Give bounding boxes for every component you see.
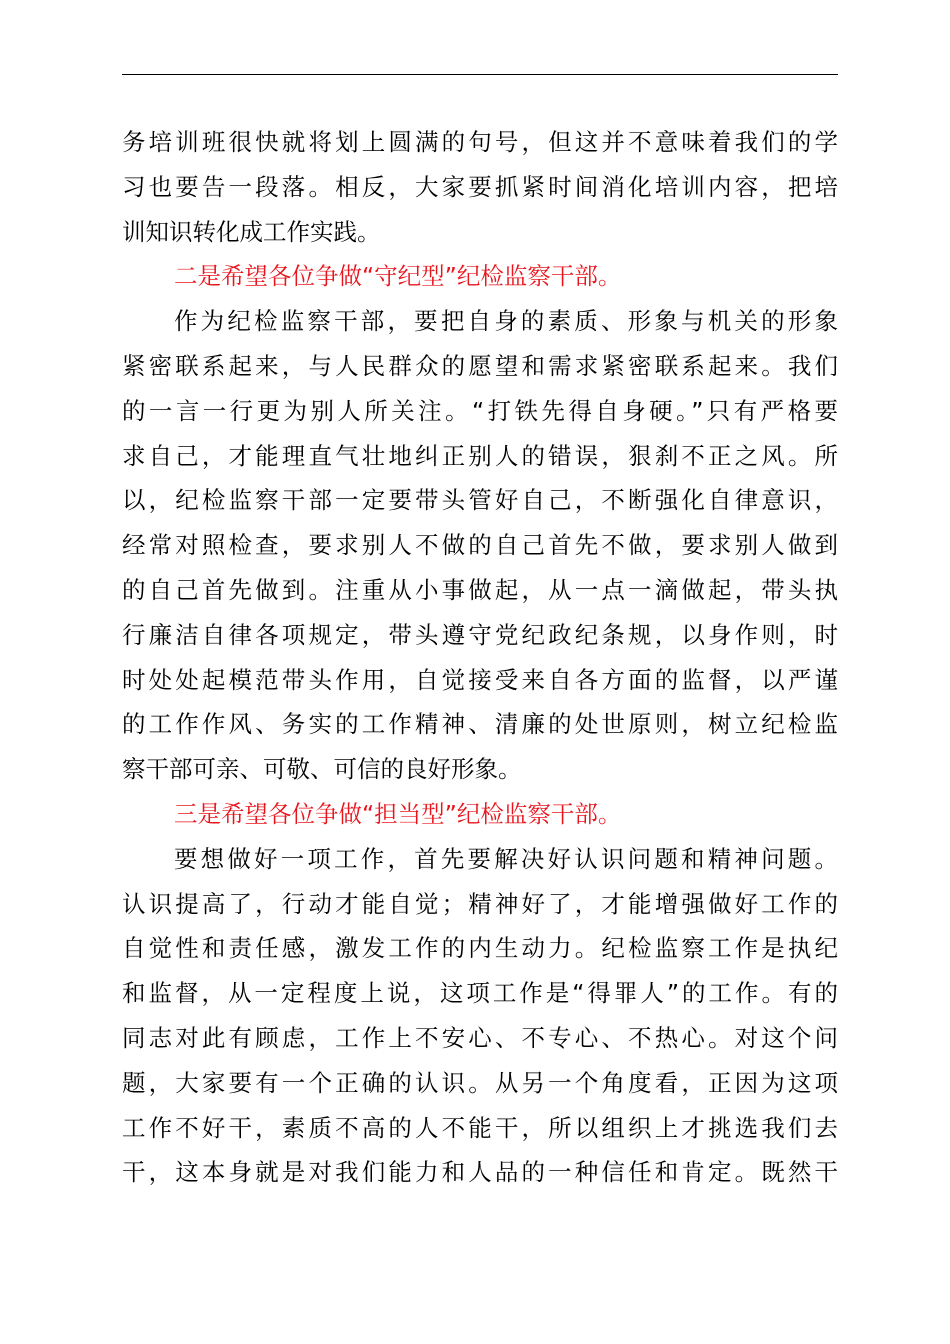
text-line: 习也要告一段落。相反，大家要抓紧时间消化培训内容，把培 [122, 172, 838, 201]
text-line: 认识提高了，行动才能自觉；精神好了，才能增强做好工作的 [122, 889, 838, 918]
text-line: 要想做好一项工作，首先要解决好认识问题和精神问题。 [174, 844, 838, 873]
text-line: 务培训班很快就将划上圆满的句号，但这并不意味着我们的学 [122, 128, 838, 156]
text-line: 行廉洁自律各项规定，带头遵守党纪政纪条规，以身作则，时 [122, 620, 838, 649]
text-line: 和监督，从一定程度上说，这项工作是“得罪人”的工作。有的 [122, 979, 838, 1008]
text-line: 求自己，才能理直气壮地纠正别人的错误，狠刹不正之风。所 [122, 441, 838, 470]
text-line: 以，纪检监察干部一定要带头管好自己，不断强化自律意识， [122, 486, 838, 515]
text-line: 经常对照检查，要求别人不做的自己首先不做，要求别人做到 [122, 531, 838, 560]
text-line: 同志对此有顾虑，工作上不安心、不专心、不热心。对这个问 [122, 1023, 838, 1052]
text-line: 工作不好干，素质不高的人不能干，所以组织上才挑选我们去 [122, 1113, 838, 1142]
text-line: 自觉性和责任感，激发工作的内生动力。纪检监察工作是执纪 [122, 934, 838, 963]
text-line: 的一言一行更为别人所关注。“打铁先得自身硬。”只有严格要 [122, 396, 838, 425]
text-line: 时处处起模范带头作用，自觉接受来自各方面的监督，以严谨 [122, 665, 838, 694]
text-line: 作为纪检监察干部，要把自身的素质、形象与机关的形象 [174, 307, 838, 336]
header-rule [122, 74, 838, 75]
document-body [122, 120, 838, 1195]
text-line: 训知识转化成工作实践。 [122, 217, 381, 246]
text-line: 的自己首先做到。注重从小事做起，从一点一滴做起，带头执 [122, 575, 838, 604]
section-heading: 二是希望各位争做“守纪型”纪检监察干部。 [174, 262, 622, 291]
text-line: 紧密联系起来，与人民群众的愿望和需求紧密联系起来。我们 [122, 351, 838, 380]
text-line: 题，大家要有一个正确的认识。从另一个角度看，正因为这项 [122, 1068, 838, 1097]
text-line: 察干部可亲、可敬、可信的良好形象。 [122, 755, 522, 784]
text-line: 干，这本身就是对我们能力和人品的一种信任和肯定。既然干 [122, 1158, 838, 1187]
section-heading: 三是希望各位争做“担当型”纪检监察干部。 [174, 799, 622, 828]
text-line: 的工作作风、务实的工作精神、清廉的处世原则，树立纪检监 [122, 710, 838, 739]
